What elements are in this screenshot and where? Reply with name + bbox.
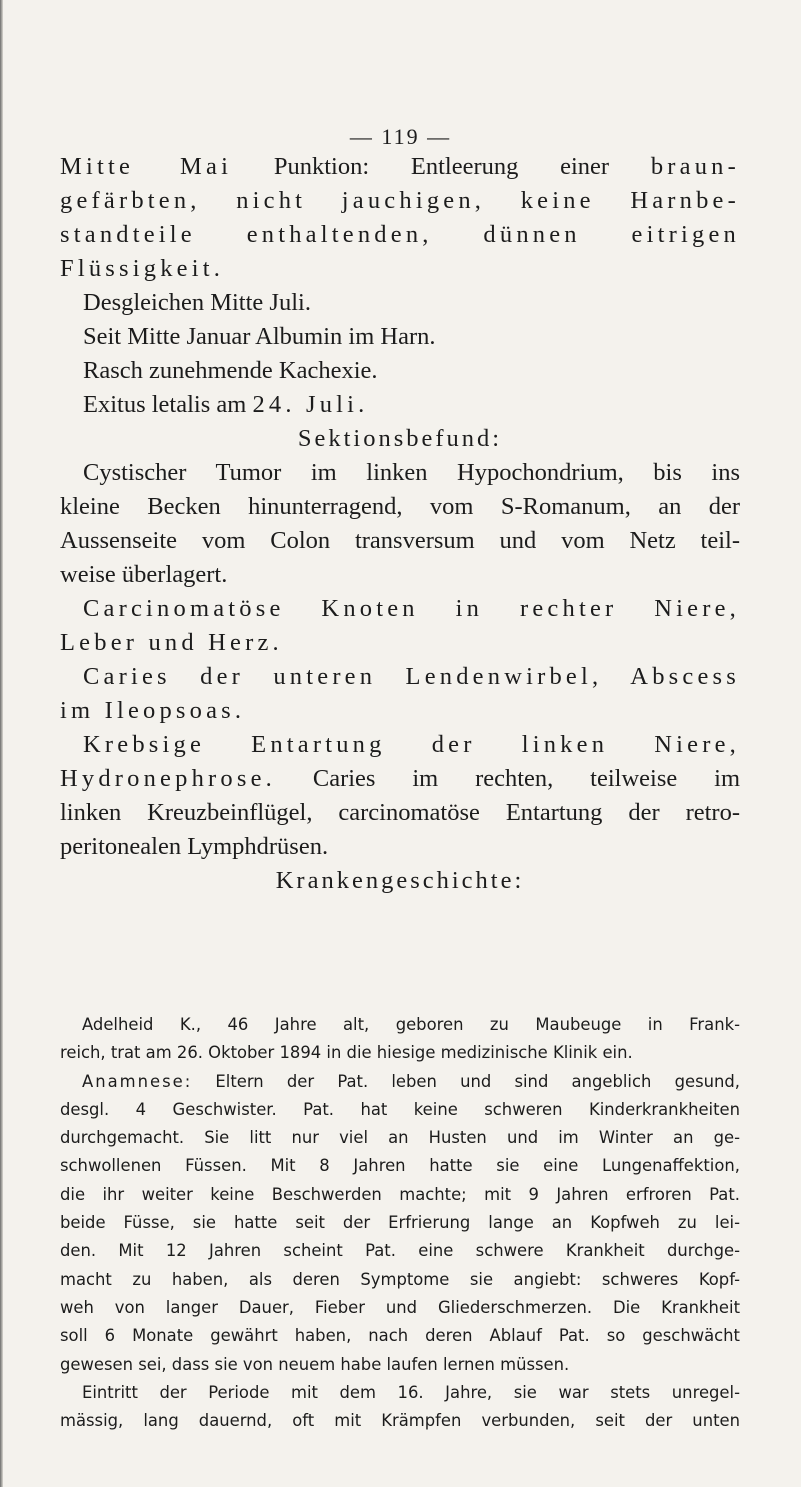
text-run: Exitus letalis am	[83, 391, 253, 418]
text-line: Adelheid K., 46 Jahre alt, geboren zu Maubeuge in Frank-	[82, 1015, 740, 1034]
text-line: Aussenseite vom Colon transversum und vom Netz teil-	[60, 527, 740, 554]
text-line: schwollenen Füssen. Mit 8 Jahren hatte sie eine Lungenaffektion,	[60, 1156, 740, 1176]
text-line: Eintritt der Periode mit dem 16. Jahre, sie war stets unregel-	[82, 1382, 740, 1402]
text-line: Flüssigkeit.	[60, 255, 225, 282]
section-heading: Sektionsbefund:	[297, 425, 503, 452]
text-line: durchgemacht. Sie litt nur viel an Husten und im Winter an ge-	[60, 1128, 740, 1148]
text-line: desgl. 4 Geschwister. Pat. hat keine schweren Kinderkrankheiten	[60, 1099, 740, 1119]
text-line: den. Mit 12 Jahren scheint Pat. eine schwere Krankheit durchge-	[60, 1241, 740, 1261]
text-line: reich, trat am 26. Oktober 1894 in die hiesige medizinische Klinik ein.	[60, 1043, 633, 1063]
text-line: linken Kreuzbeinflügel, carcinomatöse Entartung der retro-	[60, 799, 740, 826]
text-line	[60, 1068, 740, 1096]
text-line: die ihr weiter keine Beschwerden machte; mit 9 Jahren erfroren Pat.	[60, 1184, 740, 1204]
text-line: standteile enthaltenden, dünnen eitrigen	[60, 221, 740, 248]
spaced-text: Hydronephrose.	[60, 765, 276, 792]
text-line: peritonealen Lymphdrüsen.	[60, 833, 329, 860]
text-line: Caries der unteren Lendenwirbel, Abscess	[83, 663, 740, 690]
text-run: Eltern der Pat. leben und sind angeblich gesund,	[192, 1071, 740, 1091]
text-line: Cystischer Tumor im linken Hypochondrium, bis ins	[83, 459, 740, 486]
spaced-text: Anamnese:	[82, 1071, 193, 1091]
text-line: beide Füsse, sie hatte seit der Erfrierung lange an Kopfweh zu lei-	[60, 1213, 740, 1233]
text-line: gefärbten, nicht jauchigen, keine Harnbe-	[60, 187, 740, 214]
text-line: Carcinomatöse Knoten in rechter Niere,	[83, 595, 740, 622]
large-text-section	[60, 150, 740, 898]
small-text-section	[60, 1011, 740, 1435]
spaced-text: braun-	[650, 153, 740, 180]
text-line: Seit Mitte Januar Albumin im Harn.	[83, 323, 436, 350]
text-run: Punktion: Entleerung einer	[232, 153, 651, 180]
text-line: Krebsige Entartung der linken Niere,	[83, 731, 740, 758]
text-line	[60, 150, 740, 184]
text-line: soll 6 Monate gewährt haben, nach deren Ablauf Pat. so geschwächt	[60, 1326, 740, 1346]
text-line	[60, 388, 740, 422]
spaced-text: Mitte Mai	[60, 153, 233, 180]
text-run: Caries im rechten, teilweise im	[275, 765, 740, 792]
text-line: Leber und Herz.	[60, 629, 283, 656]
text-line: im Ileopsoas.	[60, 697, 246, 724]
text-line: weh von langer Dauer, Fieber und Gliederschmerzen. Die Krankheit	[60, 1297, 740, 1317]
text-line: gewesen sei, dass sie von neuem habe laufen lernen müssen.	[60, 1354, 570, 1374]
text-line: macht zu haben, als deren Symptome sie angiebt: schweres Kopf-	[60, 1269, 740, 1289]
text-line: kleine Becken hinunterragend, vom S-Romanum, an der	[60, 493, 740, 520]
text-line: weise überlagert.	[60, 561, 228, 588]
page-number: — 119 —	[349, 124, 452, 149]
text-line	[60, 762, 740, 796]
text-line: Desgleichen Mitte Juli.	[83, 289, 311, 316]
text-line: Rasch zunehmende Kachexie.	[83, 357, 378, 384]
spaced-text: 24. Juli.	[252, 391, 369, 418]
section-heading: Krankengeschichte:	[275, 867, 525, 894]
page-edge	[0, 0, 3, 1487]
text-line: mässig, lang dauernd, oft mit Krämpfen verbunden, seit der unten	[60, 1411, 740, 1431]
